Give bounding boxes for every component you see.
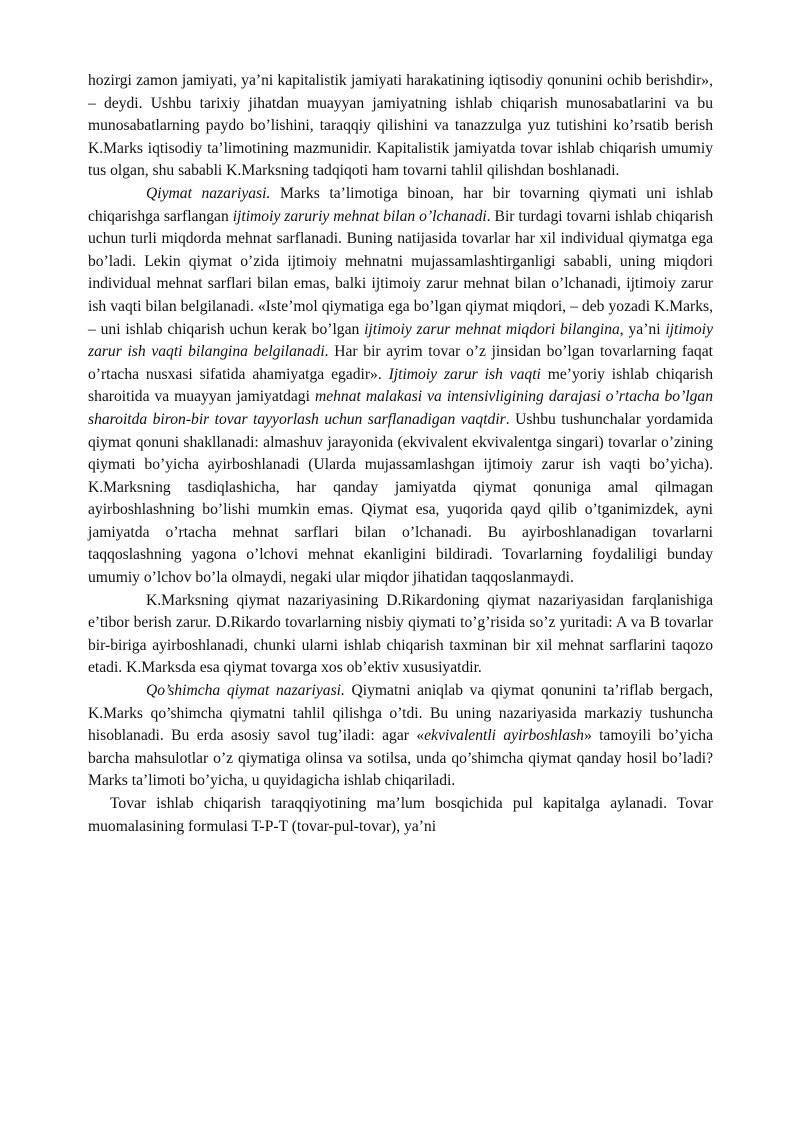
text-run: hozirgi zamon jamiyati, ya’ni kapitalistik jamiyati harakatining iqtisodiy qonunini ochib berishdir», – deydi. Ushbu tarixiy jihatdan muayyan jamiyatning ishlab chiqarish munosabatlarini va bu munosabatlarning paydo bo’lishini, taraqqiy qilishini va tanazzulga yuz tutishini ko’rsatib berish K.Marks iqtisodiy ta’limotining mazmunidir. Kapitalistik jamiyatda tovar ishlab chiqarish umumiy tus olgan, shu sababli K.Marksning tadqiqoti ham tovarni tahlil qilishdan boshlanadi. bbox=[88, 72, 713, 180]
text-run: Tovar ishlab chiqarish taraqqiyotining ma’lum bosqichida pul kapitalga aylanadi. Tovar muomalasining formulasi T-P-T (tovar-pul-tovar), ya’ni bbox=[88, 795, 713, 835]
paragraph-value-theory bbox=[88, 183, 713, 590]
text-run: me’yoriy ishlab chiqarish sharoitida va muayyan jamiyatdagi bbox=[88, 365, 714, 406]
text-run: . Bir turdagi tovarni ishlab chiqarish uchun turli miqdorda mehnat sarflanadi. Buning natijasida tovarlar har xil individual qiymatga ega bo’ladi. Lekin qiymat o’zida ijtimoiy mehnatni mujassamlashtirganligi sababli, uning miqdori individual mehnat sarflari bilan emas, balki ijtimoiy zarur mehnat bilan o’lchanadi, ijtimoiy zarur ish vaqti bilan belgilanadi. «Iste’mol qiymatiga ega bo’lgan qiymat miqdori, – deb yozadi K.Marks, – uni ishlab chiqarish uchun kerak bo’lgan bbox=[88, 207, 714, 338]
emphasis-run: ijtimoiy zaruriy mehnat bilan o’lchanadi bbox=[232, 207, 487, 225]
emphasis-run: ijtimoiy zarur ish vaqti bilangina belgilanadi bbox=[88, 320, 713, 361]
section-heading-value-theory: Qiymat nazariyasi. bbox=[146, 184, 271, 202]
emphasis-run: ijtimoiy zarur mehnat miqdori bilangina bbox=[364, 320, 620, 338]
text-run: , ya’ni bbox=[619, 320, 666, 338]
paragraph-commodity-circulation bbox=[88, 793, 713, 838]
paragraph-surplus-value-theory bbox=[88, 680, 713, 793]
emphasis-run: ekvivalentli ayirboshlash bbox=[424, 727, 584, 745]
document-page bbox=[88, 70, 713, 838]
paragraph-intro bbox=[88, 70, 713, 183]
emphasis-run: Ijtimoiy zarur ish vaqti bbox=[388, 365, 541, 383]
text-run: » tamoyili bo’yicha barcha mahsulotlar o’z qiymatiga olinsa va sotilsa, unda qo’shimcha qiymat qanday hosil bo’ladi? Marks ta’limoti bo’yicha, u quyidagicha ishlab chiqariladi. bbox=[88, 727, 714, 790]
text-run: Marks ta’limotiga binoan, har bir tovarning qiymati uni ishlab chiqarishga sarflangan bbox=[88, 184, 713, 225]
text-run: . Ushbu tushunchalar yordamida qiymat qonuni shakllanadi: almashuv jarayonida (ekvivalent ekvivalentga singari) tovarlar o’zining qiymati bo’yicha ayirboshlanadi (Ularda mujassamlashgan ijtimoiy zarur ish vaqti bo’yicha). K.Marksning tasdiqlashicha, har qanday jamiyatda qiymat qonuniga amal qilmagan ayirboshlashning bo’lishi mumkin emas. Qiymat esa, yuqorida qayd qilib o’tganimizdek, ayni jamiyatda o’rtacha mehnat sarflari bilan o’lchanadi. Bu ayirboshlanadigan tovarlarni taqqoslashning yagona o’lchovi mehnat ekanligini bildiradi. Tovarlarning foydaliligi bunday umumiy o’lchov bo’la olmaydi, negaki ular miqdor jihatidan taqqoslanmaydi. bbox=[88, 410, 713, 587]
text-run: . Har bir ayrim tovar o’z jinsidan bo’lgan tovarlarning faqat o’rtacha nusxasi sifatida ahamiyatga egadir». bbox=[88, 343, 713, 383]
text-run: K.Marksning qiymat nazariyasining D.Rikardoning qiymat nazariyasidan farqlanishiga e’tibor berish zarur. D.Rikardo tovarlarning nisbiy qiymati to’g’risida so’z yuritadi: A va B tovarlar bir-biriga ayirboshlanadi, chunki ularni ishlab chiqarish taxminan bir xil mehnat sarflarini taqozo etadi. K.Marksda esa qiymat tovarga xos ob’ektiv xususiyatdir. bbox=[88, 591, 713, 677]
emphasis-run: mehnat malakasi va intensivligining darajasi o’rtacha bo’lgan sharoitda biron-bir tovar tayyorlash uchun sarflanadigan vaqtdir bbox=[88, 388, 714, 428]
paragraph-rikardo-comparison bbox=[88, 590, 713, 680]
section-heading-surplus-value: Qo’shimcha qiymat nazariyasi. bbox=[146, 682, 345, 700]
text-run: Qiymatni aniqlab va qiymat qonunini ta’riflab bergach, K.Marks qo’shimcha qiymatni tahlil qilishga o’tdi. Bu uning nazariyasida markaziy tushuncha hisoblanadi. Bu erda asosiy savol tug’iladi: agar « bbox=[88, 682, 713, 745]
